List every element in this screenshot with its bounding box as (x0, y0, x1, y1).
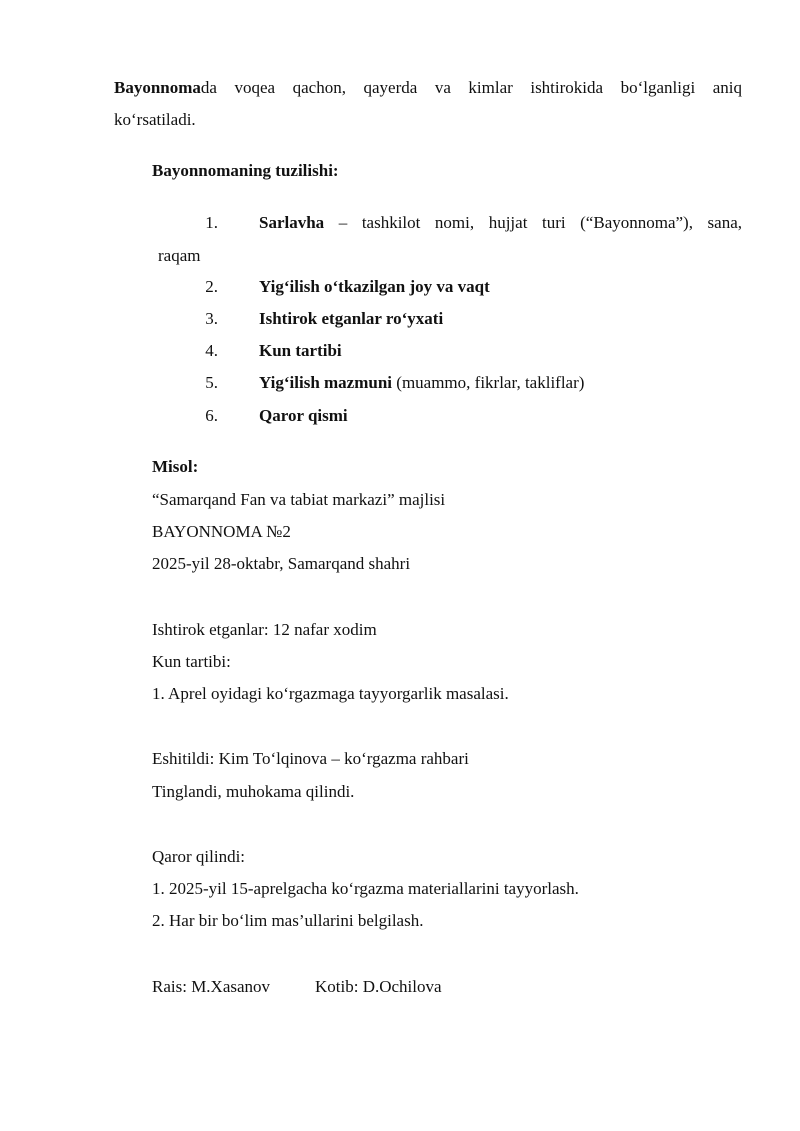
list-item-number: 5. (205, 373, 218, 392)
list-item-bold: Ishtirok etganlar ro‘yxati (259, 309, 444, 328)
intro-bold-term: Bayonnoma (114, 78, 201, 97)
example-decision-label: Qaror qilindi: (152, 847, 246, 866)
intro-line-1-rest: da voqea qachon, qayerda va kimlar ishtirokida bo‘lganligi aniq (200, 78, 742, 97)
list-item-wrap: raqam (158, 246, 201, 265)
intro-paragraph (114, 72, 742, 136)
example-heard: Eshitildi: Kim To‘lqinova – ko‘rgazma rahbari (152, 749, 469, 768)
example-secretary: Kotib: D.Ochilova (315, 977, 442, 996)
list-item-rest: – tashkilot nomi, hujjat turi (“Bayonnoma”), sana, (324, 213, 742, 232)
list-item-bold: Qaror qismi (259, 406, 348, 425)
list-item-rest: (muammo, fikrlar, takliflar) (392, 373, 585, 392)
example-doc-title: BAYONNOMA №2 (152, 522, 291, 541)
example-agenda-item: 1. Aprel oyidagi ko‘rgazmaga tayyorgarlik masalasi. (152, 684, 509, 703)
intro-line-2: ko‘rsatiladi. (114, 110, 196, 129)
list-item-bold: Yig‘ilish o‘tkazilgan joy va vaqt (259, 277, 490, 296)
list-item (259, 372, 584, 394)
list-item-bold: Yig‘ilish mazmuni (259, 373, 393, 392)
example-participants: Ishtirok etganlar: 12 nafar xodim (152, 620, 377, 639)
example-org-line: “Samarqand Fan va tabiat markazi” majlisi (152, 490, 446, 509)
list-item-number: 2. (205, 277, 218, 296)
list-item-number: 1. (205, 213, 218, 232)
list-item (259, 212, 742, 234)
example-decision-1: 1. 2025-yil 15-aprelgacha ko‘rgazma materiallarini tayyorlash. (152, 879, 579, 898)
example-chair: Rais: M.Xasanov (152, 977, 271, 996)
list-item-number: 3. (205, 309, 218, 328)
list-item (259, 340, 342, 362)
example-listened: Tinglandi, muhokama qilindi. (152, 782, 355, 801)
list-item (259, 405, 348, 427)
list-item-bold: Sarlavha (259, 213, 325, 232)
list-item (259, 308, 443, 330)
example-decision-2: 2. Har bir bo‘lim mas’ullarini belgilash. (152, 911, 424, 930)
list-item (259, 276, 490, 298)
structure-heading: Bayonnomaning tuzilishi: (152, 161, 339, 180)
example-heading: Misol: (152, 457, 199, 476)
list-item-number: 6. (205, 406, 218, 425)
intro-line-1 (114, 72, 742, 104)
list-item-bold: Kun tartibi (259, 341, 342, 360)
example-date-place: 2025-yil 28-oktabr, Samarqand shahri (152, 554, 411, 573)
example-agenda-label: Kun tartibi: (152, 652, 231, 671)
list-item-number: 4. (205, 341, 218, 360)
